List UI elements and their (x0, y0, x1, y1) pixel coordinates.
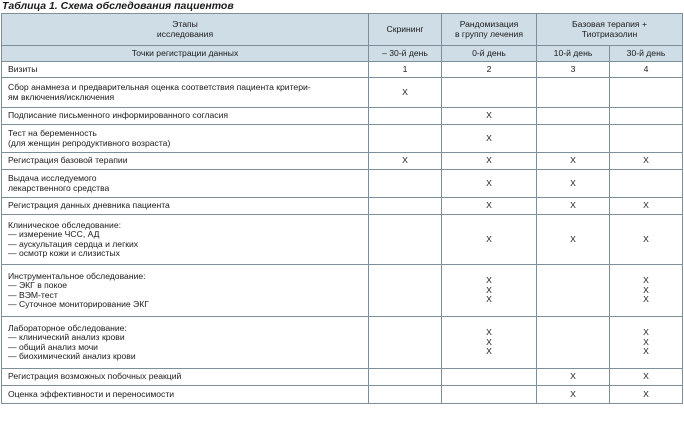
table-row (2, 153, 683, 170)
row-label-line: Лабораторное обследование: (8, 322, 127, 333)
row-label (2, 62, 369, 78)
row-cell: X (610, 369, 683, 386)
row-cell: 1 (369, 62, 442, 78)
row-label-line: — биохимический анализ крови (8, 351, 136, 361)
row-cell: X (537, 215, 610, 265)
header-stages-line: Этапы (172, 19, 198, 29)
row-label-line: Регистрация данных дневника пациента (8, 200, 170, 211)
row-cell: X (537, 198, 610, 215)
row-cell (369, 170, 442, 198)
table-row (2, 198, 683, 215)
header-stages-line: исследования (156, 28, 214, 39)
row-cell (537, 125, 610, 153)
header-base-therapy (537, 14, 683, 46)
row-label-line: — общий анализ мочи (8, 341, 98, 352)
table-row (2, 78, 683, 108)
row-cell: X (442, 198, 537, 215)
row-label-line: Регистрация базовой терапии (8, 155, 128, 166)
row-cell (369, 317, 442, 369)
header-day-30: 30-й день (610, 46, 683, 62)
row-cell (369, 198, 442, 215)
row-cell: X X X (442, 317, 537, 369)
row-cell: 4 (610, 62, 683, 78)
header-stages (2, 14, 369, 46)
table-row (2, 369, 683, 386)
row-cell: X (537, 386, 610, 404)
row-cell: X (369, 78, 442, 108)
table-row (2, 265, 683, 317)
row-label (2, 78, 369, 108)
row-label-line: — ВЭМ-тест (8, 289, 58, 300)
row-cell: X (369, 153, 442, 170)
row-label (2, 153, 369, 170)
row-cell: X (537, 369, 610, 386)
header-screening: Скрининг (369, 14, 442, 46)
table-row (2, 125, 683, 153)
row-label (2, 198, 369, 215)
table-caption: Таблица 1. Схема обследования пациентов (2, 0, 234, 12)
row-cell (442, 386, 537, 404)
header-base-therapy-line: Тиотриазолин (581, 28, 638, 39)
row-cell: X (537, 170, 610, 198)
row-cell (610, 78, 683, 108)
row-label (2, 369, 369, 386)
header-row-stages (2, 14, 683, 46)
table-row (2, 215, 683, 265)
row-cell: X (537, 153, 610, 170)
header-day-10: 10-й день (537, 46, 610, 62)
row-cell (369, 215, 442, 265)
row-cell (369, 369, 442, 386)
row-label-line: Клиническое обследование: (8, 219, 121, 230)
table-row (2, 317, 683, 369)
table-row (2, 386, 683, 404)
row-cell: X (442, 125, 537, 153)
row-cell (537, 78, 610, 108)
row-label (2, 125, 369, 153)
header-randomization-line: в группу лечения (454, 28, 524, 39)
row-cell: X X X (610, 317, 683, 369)
row-label-line: Регистрация возможных побочных реакций (8, 371, 182, 382)
row-cell (442, 369, 537, 386)
row-label-line: — ЭКГ в покое (8, 280, 68, 290)
row-label-line: Инструментальное обследование: (8, 270, 146, 281)
row-label-line: — клинический анализ крови (8, 332, 125, 342)
row-cell (610, 170, 683, 198)
header-points: Точки регистрации данных (2, 46, 369, 62)
header-day-rand: 0-й день (442, 46, 537, 62)
row-label-line: Тест на беременность (8, 128, 97, 138)
row-cell: X (610, 198, 683, 215)
table-row (2, 108, 683, 125)
row-label-line: лекарственного средства (8, 182, 110, 193)
row-cell (369, 386, 442, 404)
header-randomization (442, 14, 537, 46)
row-label (2, 317, 369, 369)
row-label-line: Визиты (8, 63, 38, 74)
row-label (2, 265, 369, 317)
row-cell: X (610, 386, 683, 404)
row-cell (369, 125, 442, 153)
row-cell (537, 317, 610, 369)
row-label-line: (для женщин репродуктивного возраста) (8, 137, 171, 148)
row-label-line: — аускультация сердца и легких (8, 238, 139, 249)
header-base-therapy-line: Базовая терапия + (572, 19, 647, 29)
row-cell: X (442, 170, 537, 198)
row-cell (369, 265, 442, 317)
row-label-line: — осмотр кожи и слизистых (8, 248, 120, 258)
table-row (2, 62, 683, 78)
row-label-line: Подписание письменного информированного согласия (8, 110, 229, 121)
row-cell (442, 78, 537, 108)
row-cell: X (442, 215, 537, 265)
header-day-screening: – 30-й день (369, 46, 442, 62)
row-cell (610, 125, 683, 153)
table-row (2, 170, 683, 198)
row-cell: X (442, 153, 537, 170)
row-cell: X X X (442, 265, 537, 317)
row-cell: X X X (610, 265, 683, 317)
row-cell: X (442, 108, 537, 125)
row-cell (369, 108, 442, 125)
row-label-line: ям включения/исключения (8, 91, 115, 102)
row-label-line: Сбор анамнеза и предварительная оценка соответствия пациента критери- (8, 82, 311, 92)
header-row-points (2, 46, 683, 62)
row-cell: X (610, 215, 683, 265)
row-label (2, 386, 369, 404)
row-label (2, 108, 369, 125)
row-label (2, 170, 369, 198)
row-label (2, 215, 369, 265)
row-cell: 2 (442, 62, 537, 78)
patient-examination-table (1, 13, 683, 404)
row-label-line: Выдача исследуемого (8, 173, 97, 183)
row-cell: X (610, 153, 683, 170)
row-cell (537, 265, 610, 317)
row-cell (537, 108, 610, 125)
row-label-line: Оценка эффективности и переносимости (8, 388, 175, 399)
row-cell: 3 (537, 62, 610, 78)
row-label-line: — Суточное мониторирование ЭКГ (8, 299, 149, 309)
row-label-line: — измерение ЧСС, АД (8, 229, 100, 239)
header-randomization-line: Рандомизация (459, 19, 519, 29)
row-cell (610, 108, 683, 125)
